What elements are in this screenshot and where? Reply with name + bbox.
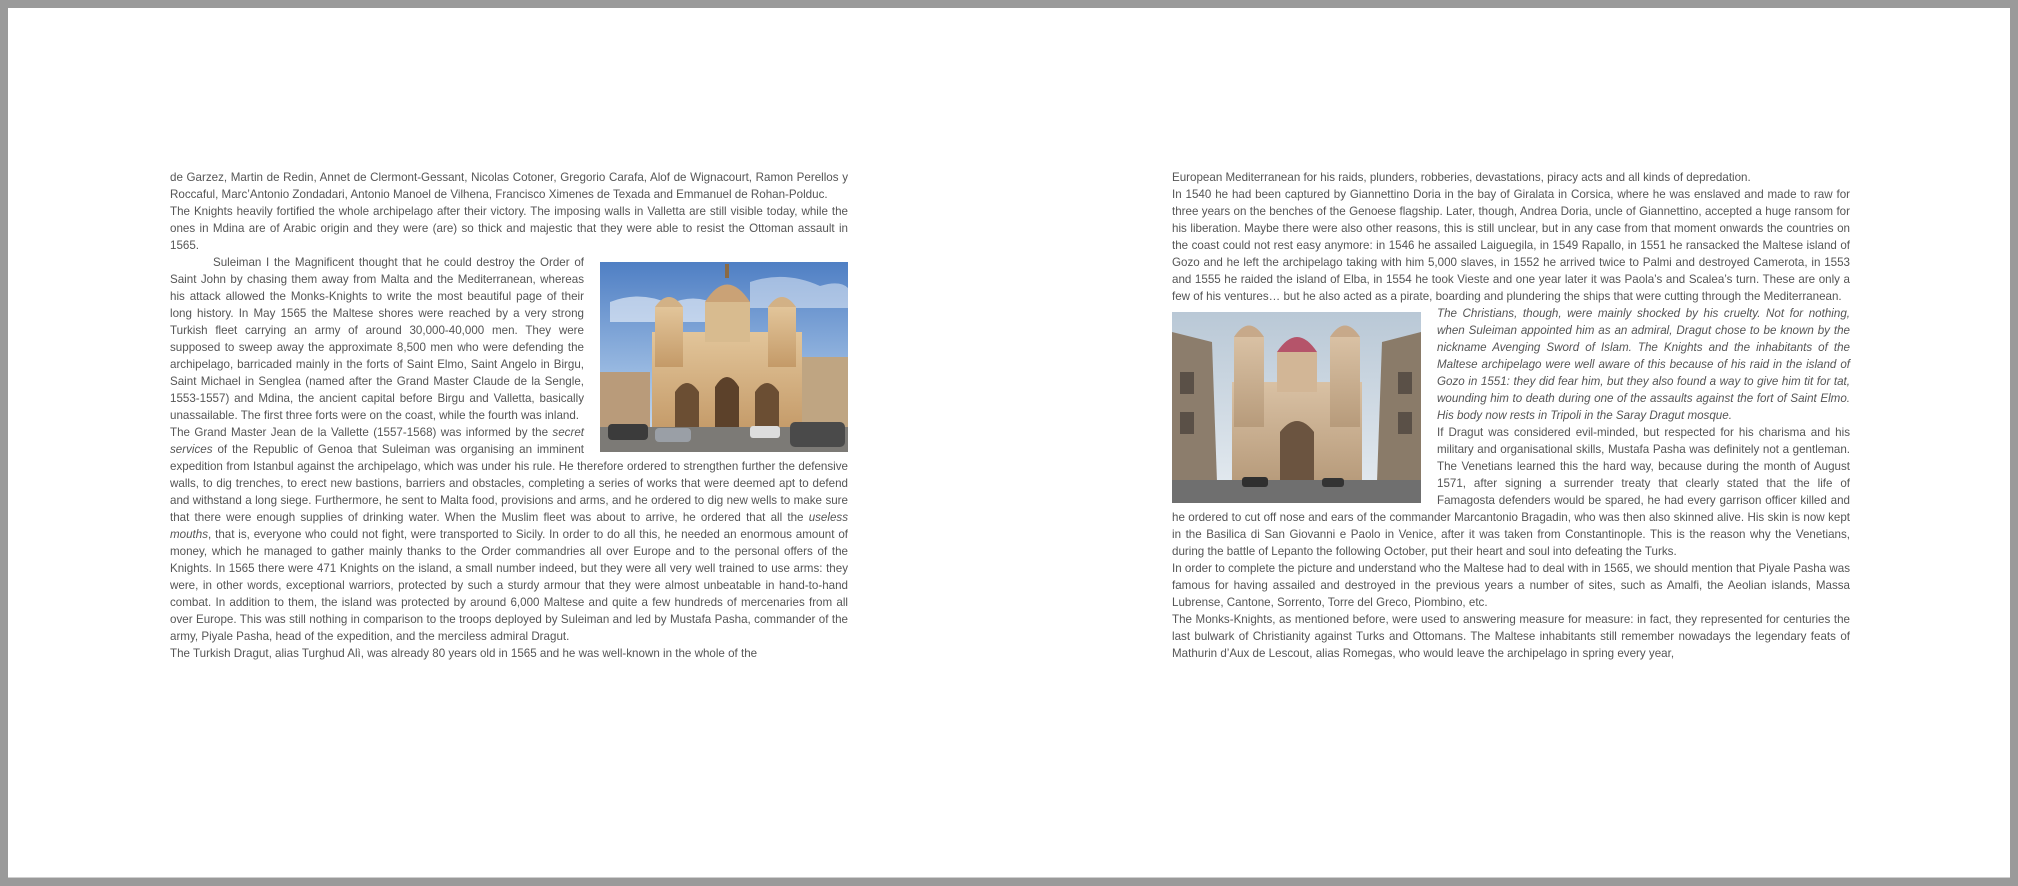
right-page-text	[1172, 169, 1850, 662]
paragraph: Suleiman I the Magnificent thought that he could destroy the Order of Saint John by chasing them away from Malta and the Mediterranean, whereas his attack allowed the Monks-Knights to write the most beautiful page of their long history. In May 1565 the Maltese shores were reached by a very strong Turkish fleet carrying an army of around 30,000-40,000 men. They were supposed to sweep away the approximate 8,500 men who were defending the archipelago, barricaded mainly in the forts of Saint Elmo, Saint Angelo in Birgu, Saint Michael in Senglea (named after the Grand Master Claude de la Sengle, 1553-1557) and Mdina, the ancient capital before Birgu and Valletta, basically unassailable. The first three forts were on the coast, while the fourth was inland.	[170, 256, 584, 422]
paragraph: The Christians, though, were mainly shocked by his cruelty. Not for nothing, when Suleiman appointed him as an admiral, Dragut chose to be known by the nickname Avenging Sword of Islam. The Knights and the inhabitants of the Maltese archipelago were well aware of this because of his raid in the island of Gozo in 1551: they did fear him, but they also found a way to give him tit for tat, wounding him to death during one of the assaults against the fort of Saint Elmo. His body now rests in Tripoli in the Saray Dragut mosque.	[1437, 307, 1850, 422]
church-photo-left-image	[600, 262, 848, 452]
paragraph: In order to complete the picture and understand who the Maltese had to deal with in 1565, we should mention that Piyale Pasha was famous for having assailed and destroyed in the previous years a number of sites, such as Amalfi, the Aeolian islands, Massa Lubrense, Cantone, Sorrento, Torre del Greco, Piombino, etc.	[1172, 562, 1851, 609]
paragraph-text: , that is, everyone who could not fight, were transported to Sicily. In order to do all this, he needed an enormous amount of money, which he managed to gather mainly thanks to the Order commandries all over Europe and to the personal offers of the Knights. In 1565 there were 471 Knights on the island, a small number indeed, but they were all very well trained to use arms: they were, in other words, exceptional warriors, protected by such a sturdy armour that they were almost unbeatable in hand-to-hand combat. In addition to them, the island was protected by around 6,000 Maltese and quite a few hundreds of mercenaries from all over Europe. This was still nothing in comparison to the troops deployed by Suleiman and led by Mustafa Pasha, commander of the army, Piyale Pasha, head of the expedition, and the merciless admiral Dragut.	[170, 528, 848, 643]
paragraph: The Monks-Knights, as mentioned before, were used to answering measure for measure: in fact, they represented for centuries the last bulwark of Christianity against Turks and Ottomans. The Maltese inhabitants still remember nowadays the legendary feats of Mathurin d’Aux de Lescout, alias Romegas, who would leave the archipelago in spring every year,	[1172, 613, 1850, 660]
paragraph: The Knights heavily fortified the whole archipelago after their victory. The imposing walls in Valletta are still visible today, while the ones in Mdina are of Arabic origin and they were (are) so thick and majestic that they were able to resist the Ottoman assault in 1565.	[170, 205, 848, 252]
left-page-text	[170, 169, 848, 662]
church-photo-left	[600, 262, 848, 452]
paragraph-text: of the Republic of Genoa that Suleiman was organising an imminent expedition from Istanbul against the archipelago, which was under his rule. He therefore ordered to strengthen further the defensive walls, to dig trenches, to erect new bastions, barriers and obstacles, completing a series of works that were deemed apt to defend and withstand a long siege. Furthermore, he sent to Malta food, provisions and arms, and he ordered to dig new wells to make sure that there were enough supplies of drinking water. When the Muslim fleet was about to arrive, he ordered that all the	[170, 443, 848, 524]
emphasis-text: useless mouths	[170, 511, 848, 541]
emphasis-text: secret services	[170, 426, 584, 456]
paragraph: In 1540 he had been captured by Giannettino Doria in the bay of Giralata in Corsica, where he was enslaved and made to raw for three years on the benches of the Genoese flagship. Later, though, Andrea Doria, uncle of Giannettino, accepted a huge ransom for his liberation. Maybe there were also other reasons, this is still unclear, but in any case from that moment onwards the countries on the coast could not rest easy anymore: in 1546 he assailed Laiguegila, in 1549 Rapallo, in 1551 he ransacked the Maltese island of Gozo and he left the archipelago taking with him 5,000 slaves, in 1552 he arrived twice to Palmi and destroyed Camerota, in 1553 and 1555 he raided the island of Elba, in 1554 he took Vieste and one year later it was Paola’s and Scalea’s turn. These are only a few of his ventures… but he also acted as a pirate, boarding and plundering the ships that were cutting through the Mediterranean.	[1172, 188, 1850, 303]
paragraph: de Garzez, Martin de Redin, Annet de Clermont-Gessant, Nicolas Cotoner, Gregorio Carafa, Alof de Wignacourt, Ramon Perellos y Roccaful, Marc’Antonio Zondadari, Antonio Manoel de Vilhena, Francisco Ximenes de Texada and Emmanuel de Rohan-Polduc.	[170, 171, 848, 201]
church-photo-right-image	[1172, 312, 1421, 503]
paragraph: European Mediterranean for his raids, plunders, robberies, devastations, piracy acts and all kinds of depredation.	[1172, 171, 1751, 184]
paragraph: If Dragut was considered evil-minded, but respected for his charisma and his military and organisational skills, Mustafa Pasha was definitely not a gentleman. The Venetians learned this the hard way, because during the month of August 1571, after signing a surrender treaty that clearly stated that the life of Famagosta defenders would be spared, he had every garrison officer killed and he ordered to cut off nose and ears of the commander Marcantonio Bragadin, who was then also skinned alive. His skin is now kept in the Basilica di San Giovanni e Paolo in Venice, after it was taken from Constantinople. This is the reason why the Venetians, during the battle of Lepanto the following October, put their heart and soul into defeating the Turks.	[1172, 426, 1850, 558]
paragraph-text: The Grand Master Jean de la Vallette (1557-1568) was informed by the	[170, 426, 553, 439]
page-spread	[8, 8, 2010, 878]
church-photo-right	[1172, 312, 1421, 503]
paragraph	[170, 424, 848, 645]
paragraph: The Turkish Dragut, alias Turghud Alì, was already 80 years old in 1565 and he was well-known in the whole of the	[170, 647, 758, 660]
